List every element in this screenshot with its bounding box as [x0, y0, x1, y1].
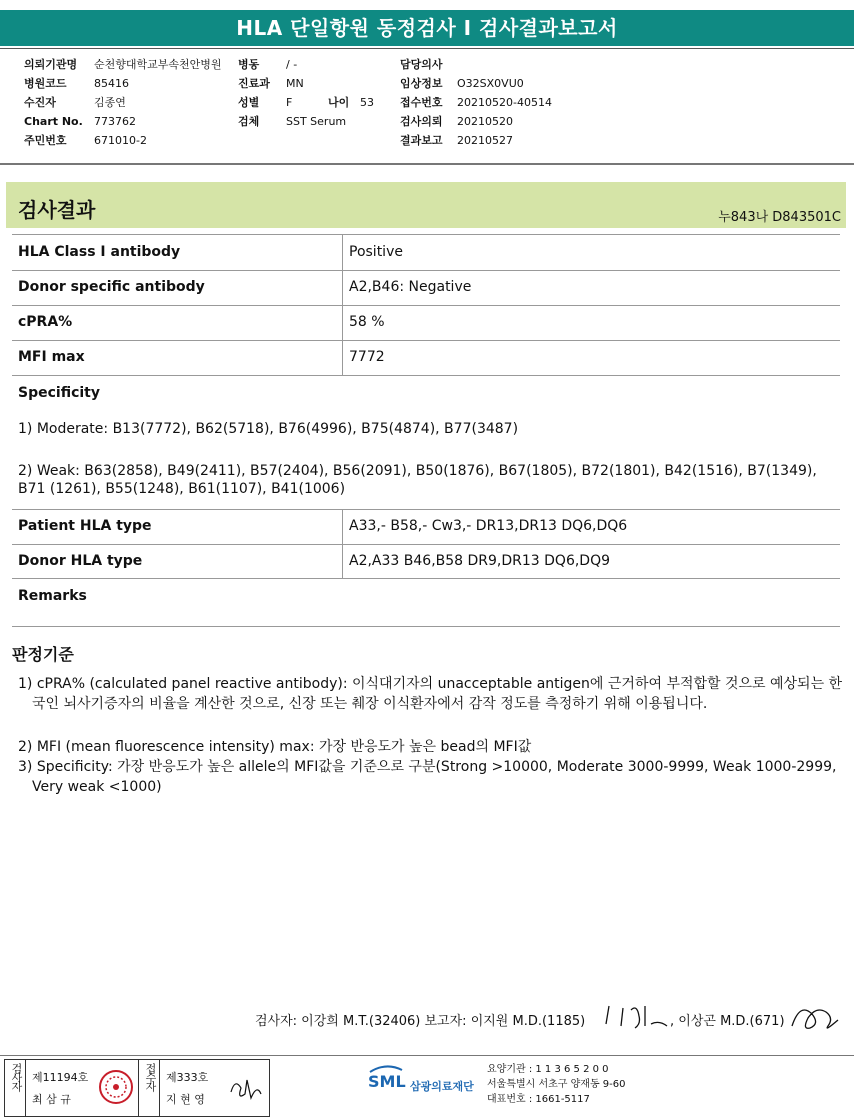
results-banner [6, 182, 846, 228]
stamp-role: 검사자 [5, 1060, 26, 1116]
criteria-item: 1) cPRA% (calculated panel reactive antibody): 이식대기자의 unacceptable antigen에 근거하여 부적합할 것으로 예상되는 한국인 뇌사기증자의 비율을 계산한 것으로, 신장 또는 췌장 이식환자에서 감작 정도를 측정하기 위해 이용됩니다. [18, 676, 843, 712]
info-row: 결과보고 20210527 [400, 134, 513, 147]
specificity-weak: 2) Weak: B63(2858), B49(2411), B57(2404), B56(2091), B50(1876), B67(1805), B72(1801), B42(1516), B7(1349), B71 (1261), B55(1248), B61(1107), B41(1006) [18, 463, 817, 497]
license-no: 제11194호 [32, 1071, 89, 1084]
info-row: 주민번호 671010-2 [24, 134, 147, 147]
signature-text: , 이상곤 M.D.(671) [670, 1014, 785, 1029]
info-col-2 [238, 55, 388, 131]
signer-name: 최 삼 규 [32, 1093, 71, 1106]
info-row: 검사의뢰 20210520 [400, 115, 513, 128]
signature-icon [227, 1074, 263, 1104]
info-row: 접수번호 20210520-40514 [400, 96, 552, 109]
org-name: 삼광의료재단 [410, 1080, 474, 1093]
divider [342, 235, 343, 270]
results-code: 누843나 D843501C [718, 210, 841, 225]
divider [342, 545, 343, 578]
divider [12, 626, 840, 627]
result-value: A2,B46: Negative [349, 279, 472, 295]
signature-text: 검사자: 이강희 M.T.(32406) 보고자: 이지원 M.D.(1185) [255, 1014, 586, 1029]
result-row [12, 235, 840, 271]
result-value: 58 % [349, 314, 385, 330]
result-key: HLA Class I antibody [18, 244, 181, 260]
specificity-moderate: 1) Moderate: B13(7772), B62(5718), B76(4996), B75(4874), B77(3487) [18, 421, 519, 437]
divider [342, 306, 343, 340]
report-title: HLA 단일항원 동정검사 I 검사결과보고서 [0, 10, 854, 46]
result-row [12, 341, 840, 376]
divider [342, 510, 343, 544]
stamp-box [4, 1059, 270, 1117]
info-row: 병동 / - [238, 58, 298, 71]
specificity-label: Specificity [18, 385, 100, 401]
result-value: 7772 [349, 349, 385, 365]
signer-name: 지 현 영 [166, 1093, 205, 1106]
info-row: 담당의사 [400, 58, 443, 71]
divider [342, 341, 343, 375]
info-row: 수진자 김종연 [24, 96, 126, 109]
logo-swoosh-icon [368, 1064, 404, 1074]
org-logo: SML [368, 1072, 406, 1091]
org-contact: 요양기관 : 1 1 3 6 5 2 0 0 서울특별시 서초구 양재동 9-60 대표번호 : 1661-5117 [487, 1064, 626, 1105]
signature-icon [601, 1000, 671, 1032]
result-key: Patient HLA type [18, 518, 152, 534]
result-row [12, 306, 840, 341]
result-value: A33,- B58,- Cw3,- DR13,DR13 DQ6,DQ6 [349, 518, 628, 534]
footer [0, 1055, 854, 1120]
result-key: Donor specific antibody [18, 279, 205, 295]
result-key: cPRA% [18, 314, 73, 330]
info-col-3 [400, 55, 630, 150]
criteria-item: 2) MFI (mean fluorescence intensity) max: 가장 반응도가 높은 bead의 MFI값 [18, 739, 532, 755]
divider [0, 163, 854, 165]
divider [0, 48, 854, 49]
result-row [12, 271, 840, 306]
info-row: Chart No. 773762 [24, 115, 136, 128]
info-col-1 [24, 55, 254, 150]
stamp-role: 접수자 [138, 1060, 160, 1116]
result-value: Positive [349, 244, 403, 260]
result-key: Donor HLA type [18, 553, 143, 569]
seal-icon [98, 1069, 134, 1105]
info-row: 진료과 MN [238, 77, 304, 90]
license-no: 제333호 [166, 1071, 209, 1084]
result-key: MFI max [18, 349, 85, 365]
info-row: 임상정보 O32SX0VU0 [400, 77, 524, 90]
info-row: 의뢰기관명 순천향대학교부속천안병원 [24, 58, 222, 71]
divider [342, 271, 343, 305]
result-row [12, 510, 840, 545]
result-row [12, 545, 840, 579]
signature-icon [786, 996, 846, 1036]
remarks-label: Remarks [18, 588, 87, 604]
criteria-title: 판정기준 [12, 645, 74, 664]
info-row: 성별 F 나이 53 [238, 96, 374, 109]
results-title: 검사결과 [18, 198, 96, 222]
result-value: A2,A33 B46,B58 DR9,DR13 DQ6,DQ9 [349, 553, 611, 569]
criteria-item: 3) Specificity: 가장 반응도가 높은 allele의 MFI값을 기준으로 구분(Strong >10000, Moderate 3000-9999, Weak 1000-2999, Very weak <1000) [18, 759, 837, 795]
info-row: 병원코드 85416 [24, 77, 129, 90]
info-row: 검체 SST Serum [238, 115, 347, 128]
